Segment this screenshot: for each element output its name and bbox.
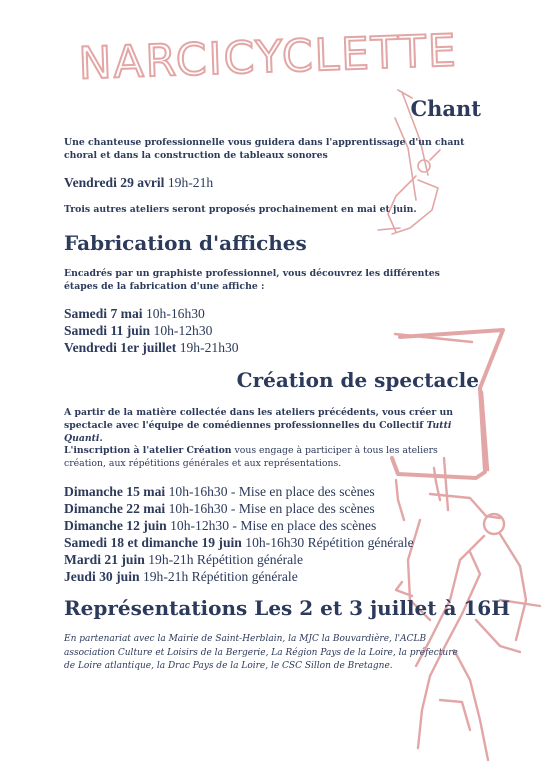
representations-heading: Représentations Les 2 et 3 juillet à 16H	[64, 596, 511, 620]
date-time: 19h-21h	[167, 175, 214, 190]
spectacle-dates-list	[64, 483, 471, 585]
narcicyclette-logo	[77, 14, 459, 94]
spectacle-heading: Création de spectacle	[236, 368, 479, 392]
affiches-intro: Encadrés par un graphiste professionnel, vous découvrez les différentes étapes de la fabrication d'une affiche :	[64, 268, 440, 292]
chant-intro: Une chanteuse professionnelle vous guidera dans l'apprentissage d'un chant choral et dans la construction de tableaux sonores	[64, 137, 465, 161]
spectacle-inscription: L'inscription à l'atelier Création vous engage à participer à tous les ateliers création, aux répétitions générales et aux représentations.	[64, 445, 438, 469]
date-line: Samedi 7 mai 10h-16h30	[64, 306, 205, 321]
chant-heading: Chant	[410, 96, 481, 121]
date-day: Vendredi 29 avril	[64, 175, 165, 190]
date-line: Samedi 18 et dimanche 19 juin 10h-16h30 Répétition générale	[64, 535, 414, 550]
chant-date	[64, 174, 471, 191]
date-line: Samedi 11 juin 10h-12h30	[64, 323, 213, 338]
date-line: Mardi 21 juin 19h-21h Répétition générale	[64, 552, 303, 567]
spectacle-intro: A partir de la matière collectée dans les ateliers précédents, vous créer un spectacle avec l'équipe de comédiennes professionnelles du Collectif Tutti Quanti.	[64, 407, 453, 444]
affiches-heading: Fabrication d'affiches	[64, 231, 307, 255]
date-line: Dimanche 22 mai 10h-16h30 - Mise en place des scènes	[64, 501, 375, 516]
chant-note: Trois autres ateliers seront proposés prochainement en mai et juin.	[64, 204, 417, 215]
partners-text: En partenariat avec la Mairie de Saint-Herblain, la MJC la Bouvardière, l'ACLB association Culture et Loisirs de la Bergerie, La Région Pays de la Loire, la préfecture de Loire atlantique, la Drac Pays de la Loire, le CSC Sillon de Bretagne.	[64, 634, 458, 671]
date-line: Dimanche 15 mai 10h-16h30 - Mise en place des scènes	[64, 484, 375, 499]
affiches-dates-list	[64, 305, 471, 356]
svg-text:NARCICYCLETTE: NARCICYCLETTE	[77, 25, 459, 90]
date-line: Jeudi 30 juin 19h-21h Répétition générale	[64, 569, 298, 584]
date-line: Dimanche 12 juin 10h-12h30 - Mise en place des scènes	[64, 518, 377, 533]
date-line: Vendredi 1er juillet 19h-21h30	[64, 340, 239, 355]
